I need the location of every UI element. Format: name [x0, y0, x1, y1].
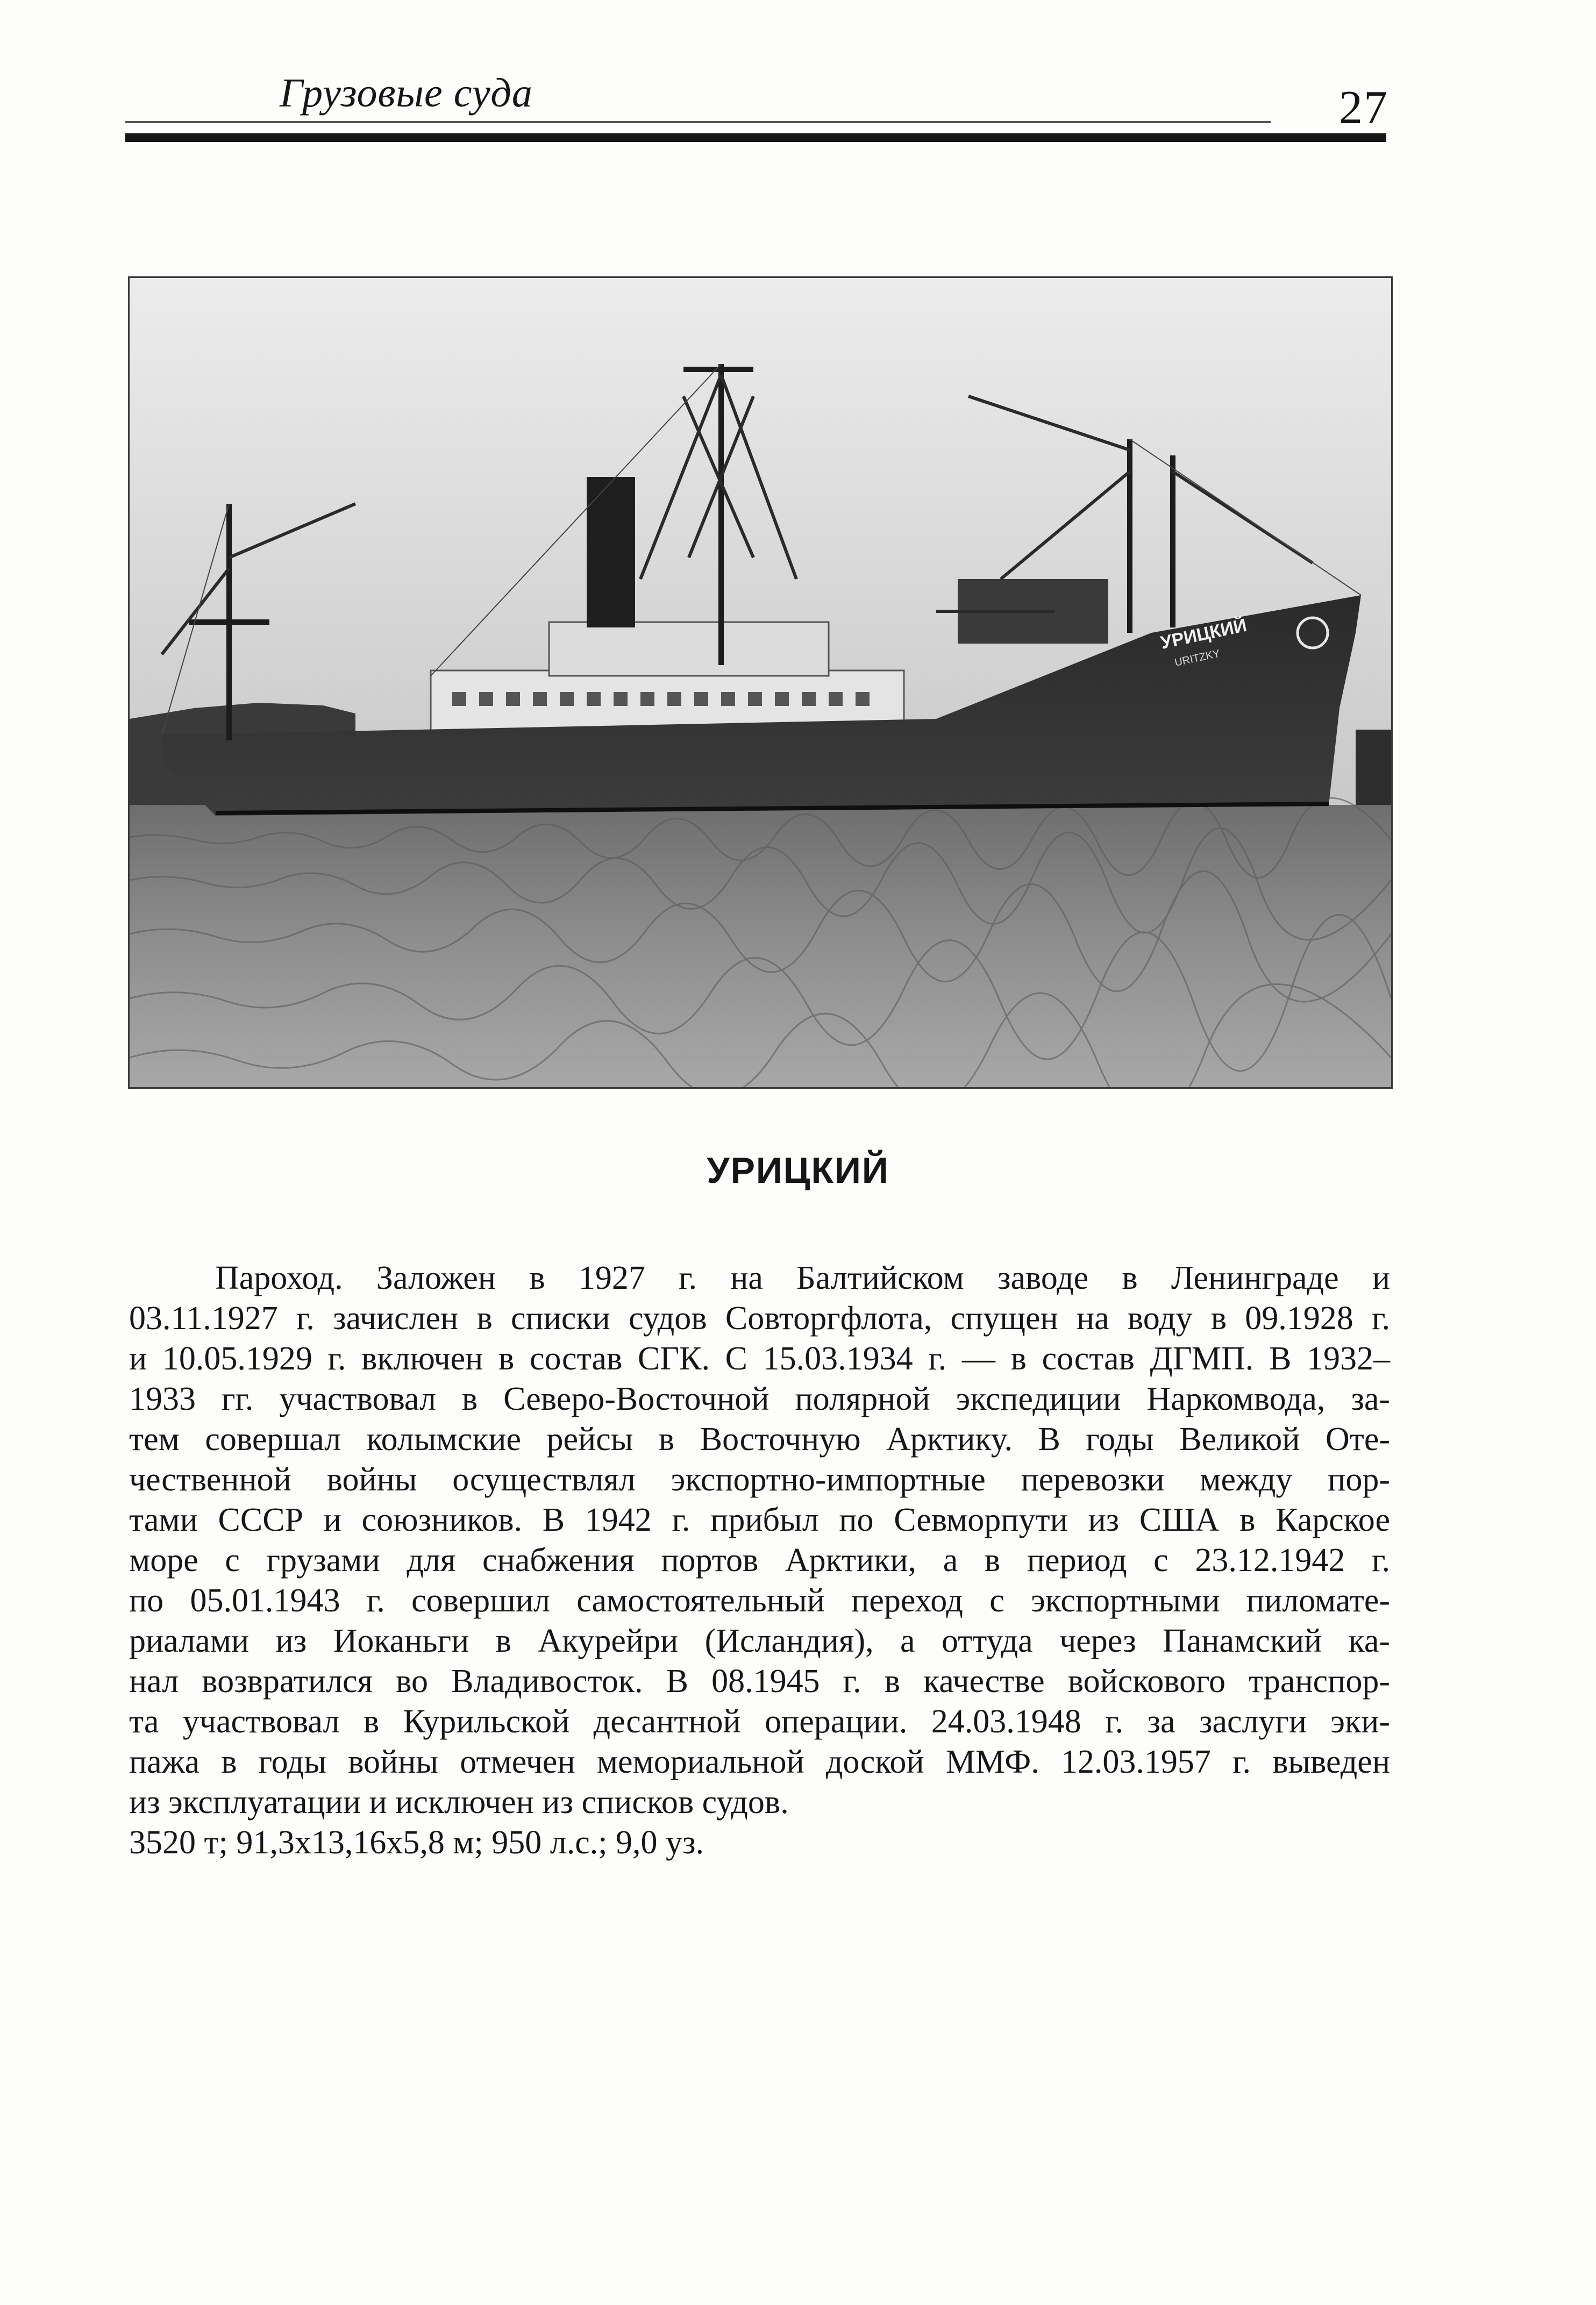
funnel	[587, 477, 635, 627]
hull-name-ru: УРИЦКИЙ	[1158, 615, 1249, 653]
ship-photo	[128, 276, 1393, 1089]
ship-specifications: 3520 т; 91,3х13,16х5,8 м; 950 л.с.; 9,0 уз.	[129, 1824, 704, 1861]
header-rule-thick	[125, 133, 1386, 142]
article-line: пажа в годы войны отмечен мемориальной доской ММФ. 12.03.1957 г. выведен	[129, 1744, 1390, 1780]
article-line: та участвовал в Курильской десантной операции. 24.03.1948 г. за заслуги эки-	[129, 1703, 1390, 1740]
hull-name-latin: URITZKY	[1173, 647, 1221, 669]
sea	[130, 805, 1391, 1087]
article-line: нал возвратился во Владивосток. В 08.1945 г. в качестве войскового транспор-	[129, 1663, 1390, 1700]
bridge	[549, 622, 829, 676]
ship-photo-drawing	[130, 278, 1391, 1087]
article-line: по 05.01.1943 г. совершил самостоятельный переход с экспортными пиломате-	[129, 1582, 1390, 1619]
article-line: 03.11.1927 г. зачислен в списки судов Совторгфлота, спущен на воду в 09.1928 г.	[129, 1300, 1390, 1337]
article-line: море с грузами для снабжения портов Арктики, а в период с 23.12.1942 г.	[129, 1542, 1390, 1579]
article-line: и 10.05.1929 г. включен в состав СГК. С 15.03.1934 г. — в состав ДГМП. В 1932–	[129, 1340, 1390, 1377]
article-line: риалами из Иоканьги в Акурейри (Исландия), а оттуда через Панамский ка-	[129, 1623, 1390, 1659]
header-rule-thin	[125, 121, 1271, 123]
article-line: тами СССР и союзников. В 1942 г. прибыл по Севморпути из США в Карское	[129, 1502, 1390, 1538]
article-line: из эксплуатации и исключен из списков судов.	[129, 1784, 789, 1821]
page-number: 27	[1339, 82, 1388, 134]
pier	[1356, 730, 1391, 816]
article-body	[129, 1258, 1390, 1863]
article-line: Пароход. Заложен в 1927 г. на Балтийском заводе в Ленинграде и	[215, 1260, 1390, 1296]
article-line: 1933 гг. участвовал в Северо-Восточной полярной экспедиции Наркомвода, за-	[129, 1381, 1390, 1417]
running-header-title: Грузовые суда	[280, 70, 533, 116]
ship-name-heading: УРИЦКИЙ	[707, 1150, 889, 1191]
article-line: чественной войны осуществлял экспортно-импортные перевозки между пор-	[129, 1461, 1390, 1498]
article-line: тем совершал колымские рейсы в Восточную Арктику. В годы Великой Оте-	[129, 1421, 1390, 1458]
